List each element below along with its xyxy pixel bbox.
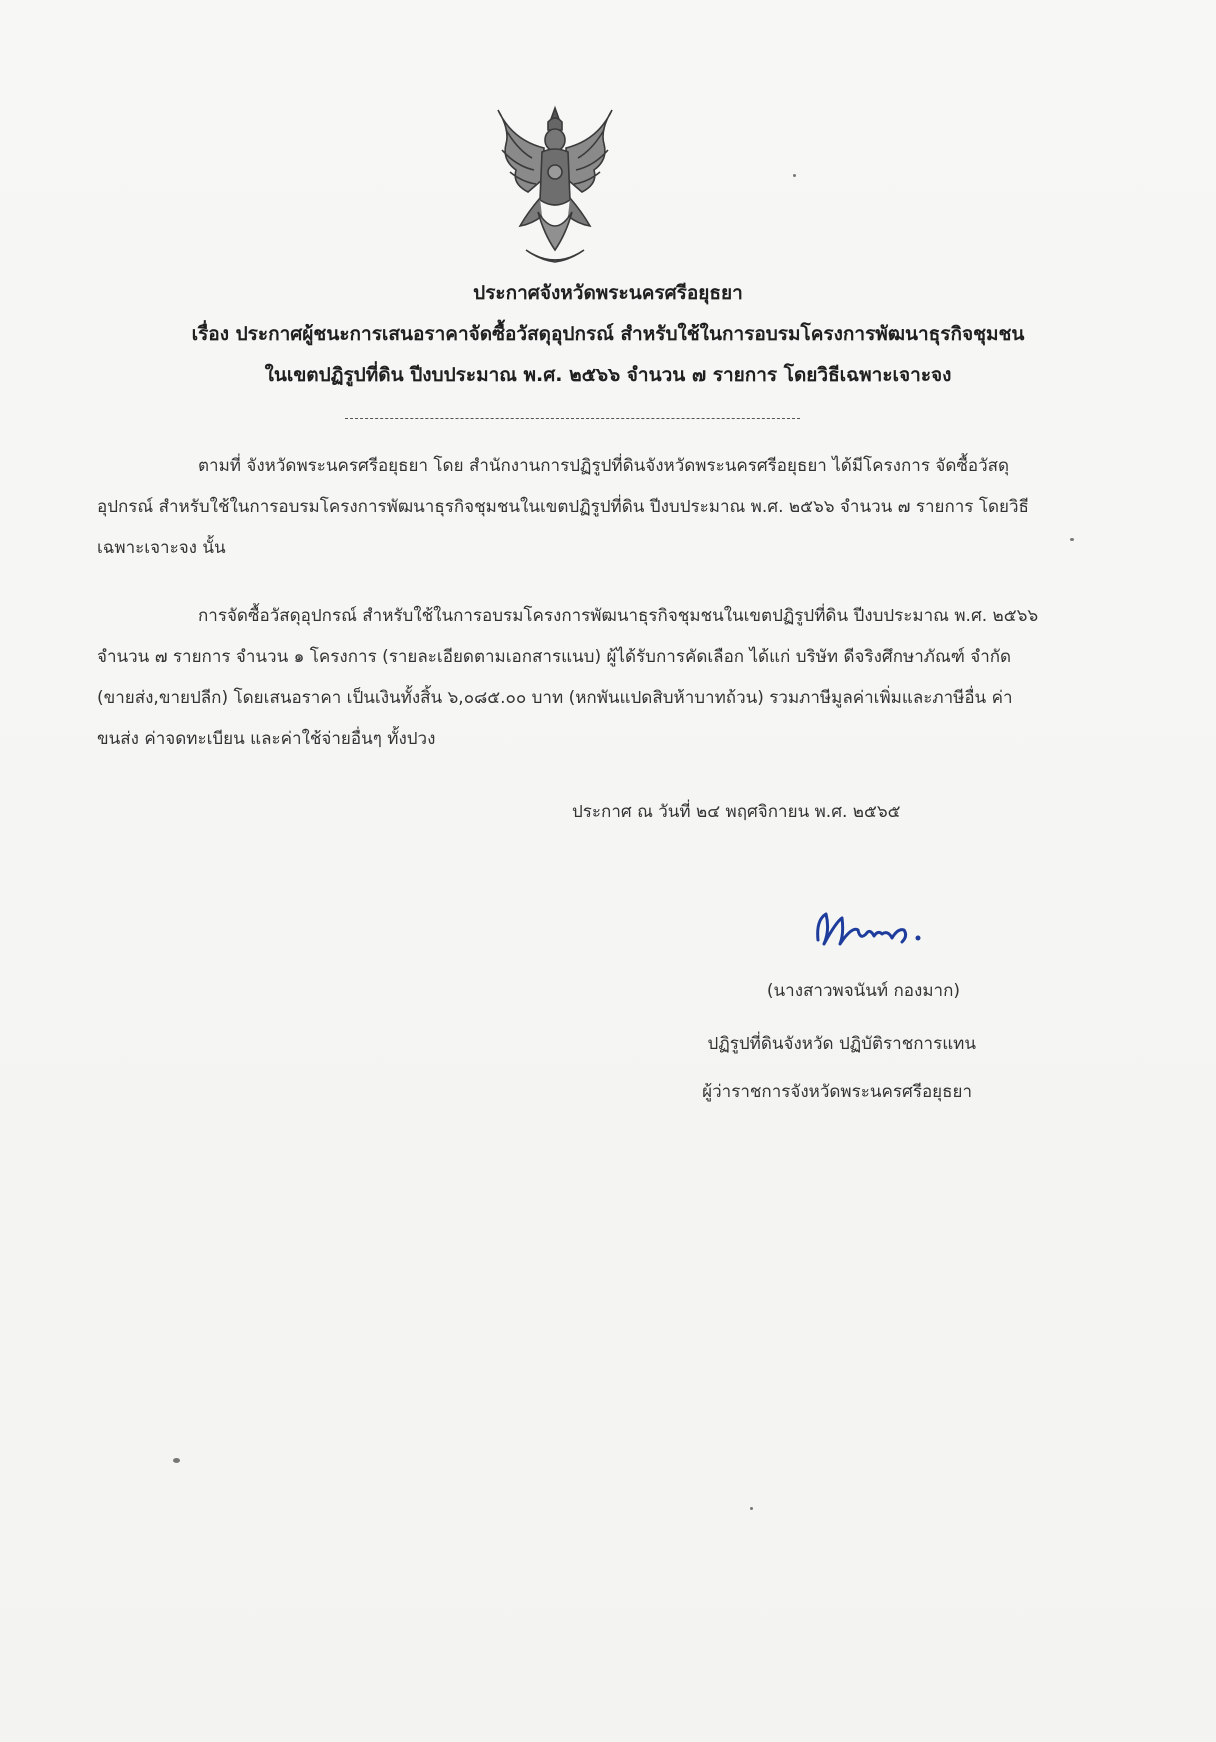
subject-line-2: ในเขตปฏิรูปที่ดิน ปีงบประมาณ พ.ศ. ๒๕๖๖ จำนวน ๗ รายการ โดยวิธีเฉพาะเจาะจง bbox=[264, 364, 952, 386]
announcement-title: ประกาศจังหวัดพระนครศรีอยุธยา bbox=[473, 282, 743, 304]
announcement-date: ประกาศ ณ วันที่ ๒๔ พฤศจิกายน พ.ศ. ๒๕๖๕ bbox=[572, 802, 901, 822]
signatory-position-2: ผู้ว่าราชการจังหวัดพระนครศรีอยุธยา bbox=[702, 1082, 972, 1102]
signatory-name: (นางสาวพจนันท์ กองมาก) bbox=[766, 981, 960, 1001]
scan-speck bbox=[1070, 538, 1074, 541]
signatory-position-1: ปฏิรูปที่ดินจังหวัด ปฏิบัติราชการแทน bbox=[707, 1034, 976, 1054]
dashed-divider bbox=[345, 418, 800, 419]
handwritten-signature-icon bbox=[808, 900, 958, 960]
body-paragraph-2: การจัดซื้อวัสดุอุปกรณ์ สำหรับใช้ในการอบรมโครงการพัฒนาธุรกิจชุมชนในเขตปฏิรูปที่ดิน ปีงบประมาณ พ.ศ. ๒๕๖๖ จำนวน ๗ รายการ จำนวน ๑ โครงการ (รายละเอียดตามเอกสารแนบ) ผู้ได้รับการคัดเลือก ได้แก่ บริษัท ดีจริงศึกษาภัณฑ์ จำกัด (ขายส่ง,ขายปลีก) โดยเสนอราคา เป็นเงินทั้งสิ้น ๖,๐๘๕.๐๐ บาท (หกพันแปดสิบห้าบาทถ้วน) รวมภาษีมูลค่าเพิ่มและภาษีอื่น ค่าขนส่ง ค่าจดทะเบียน และค่าใช้จ่ายอื่นๆ ทั้งปวง bbox=[97, 606, 1039, 749]
body-paragraph-1: ตามที่ จังหวัดพระนครศรีอยุธยา โดย สำนักงานการปฏิรูปที่ดินจังหวัดพระนครศรีอยุธยา ได้มีโครงการ จัดซื้อวัสดุอุปกรณ์ สำหรับใช้ในการอบรมโครงการพัฒนาธุรกิจชุมชนในเขตปฏิรูปที่ดิน ปีงบประมาณ พ.ศ. ๒๕๖๖ จำนวน ๗ รายการ โดยวิธีเฉพาะเจาะจง นั้น bbox=[97, 456, 1029, 558]
subject-line-1: เรื่อง ประกาศผู้ชนะการเสนอราคาจัดซื้อวัสดุอุปกรณ์ สำหรับใช้ในการอบรมโครงการพัฒนาธุรกิจชุมชน bbox=[191, 323, 1025, 345]
scan-speck bbox=[750, 1507, 753, 1510]
garuda-emblem-icon bbox=[492, 100, 618, 270]
scan-speck bbox=[173, 1458, 180, 1463]
scan-speck bbox=[793, 174, 796, 177]
